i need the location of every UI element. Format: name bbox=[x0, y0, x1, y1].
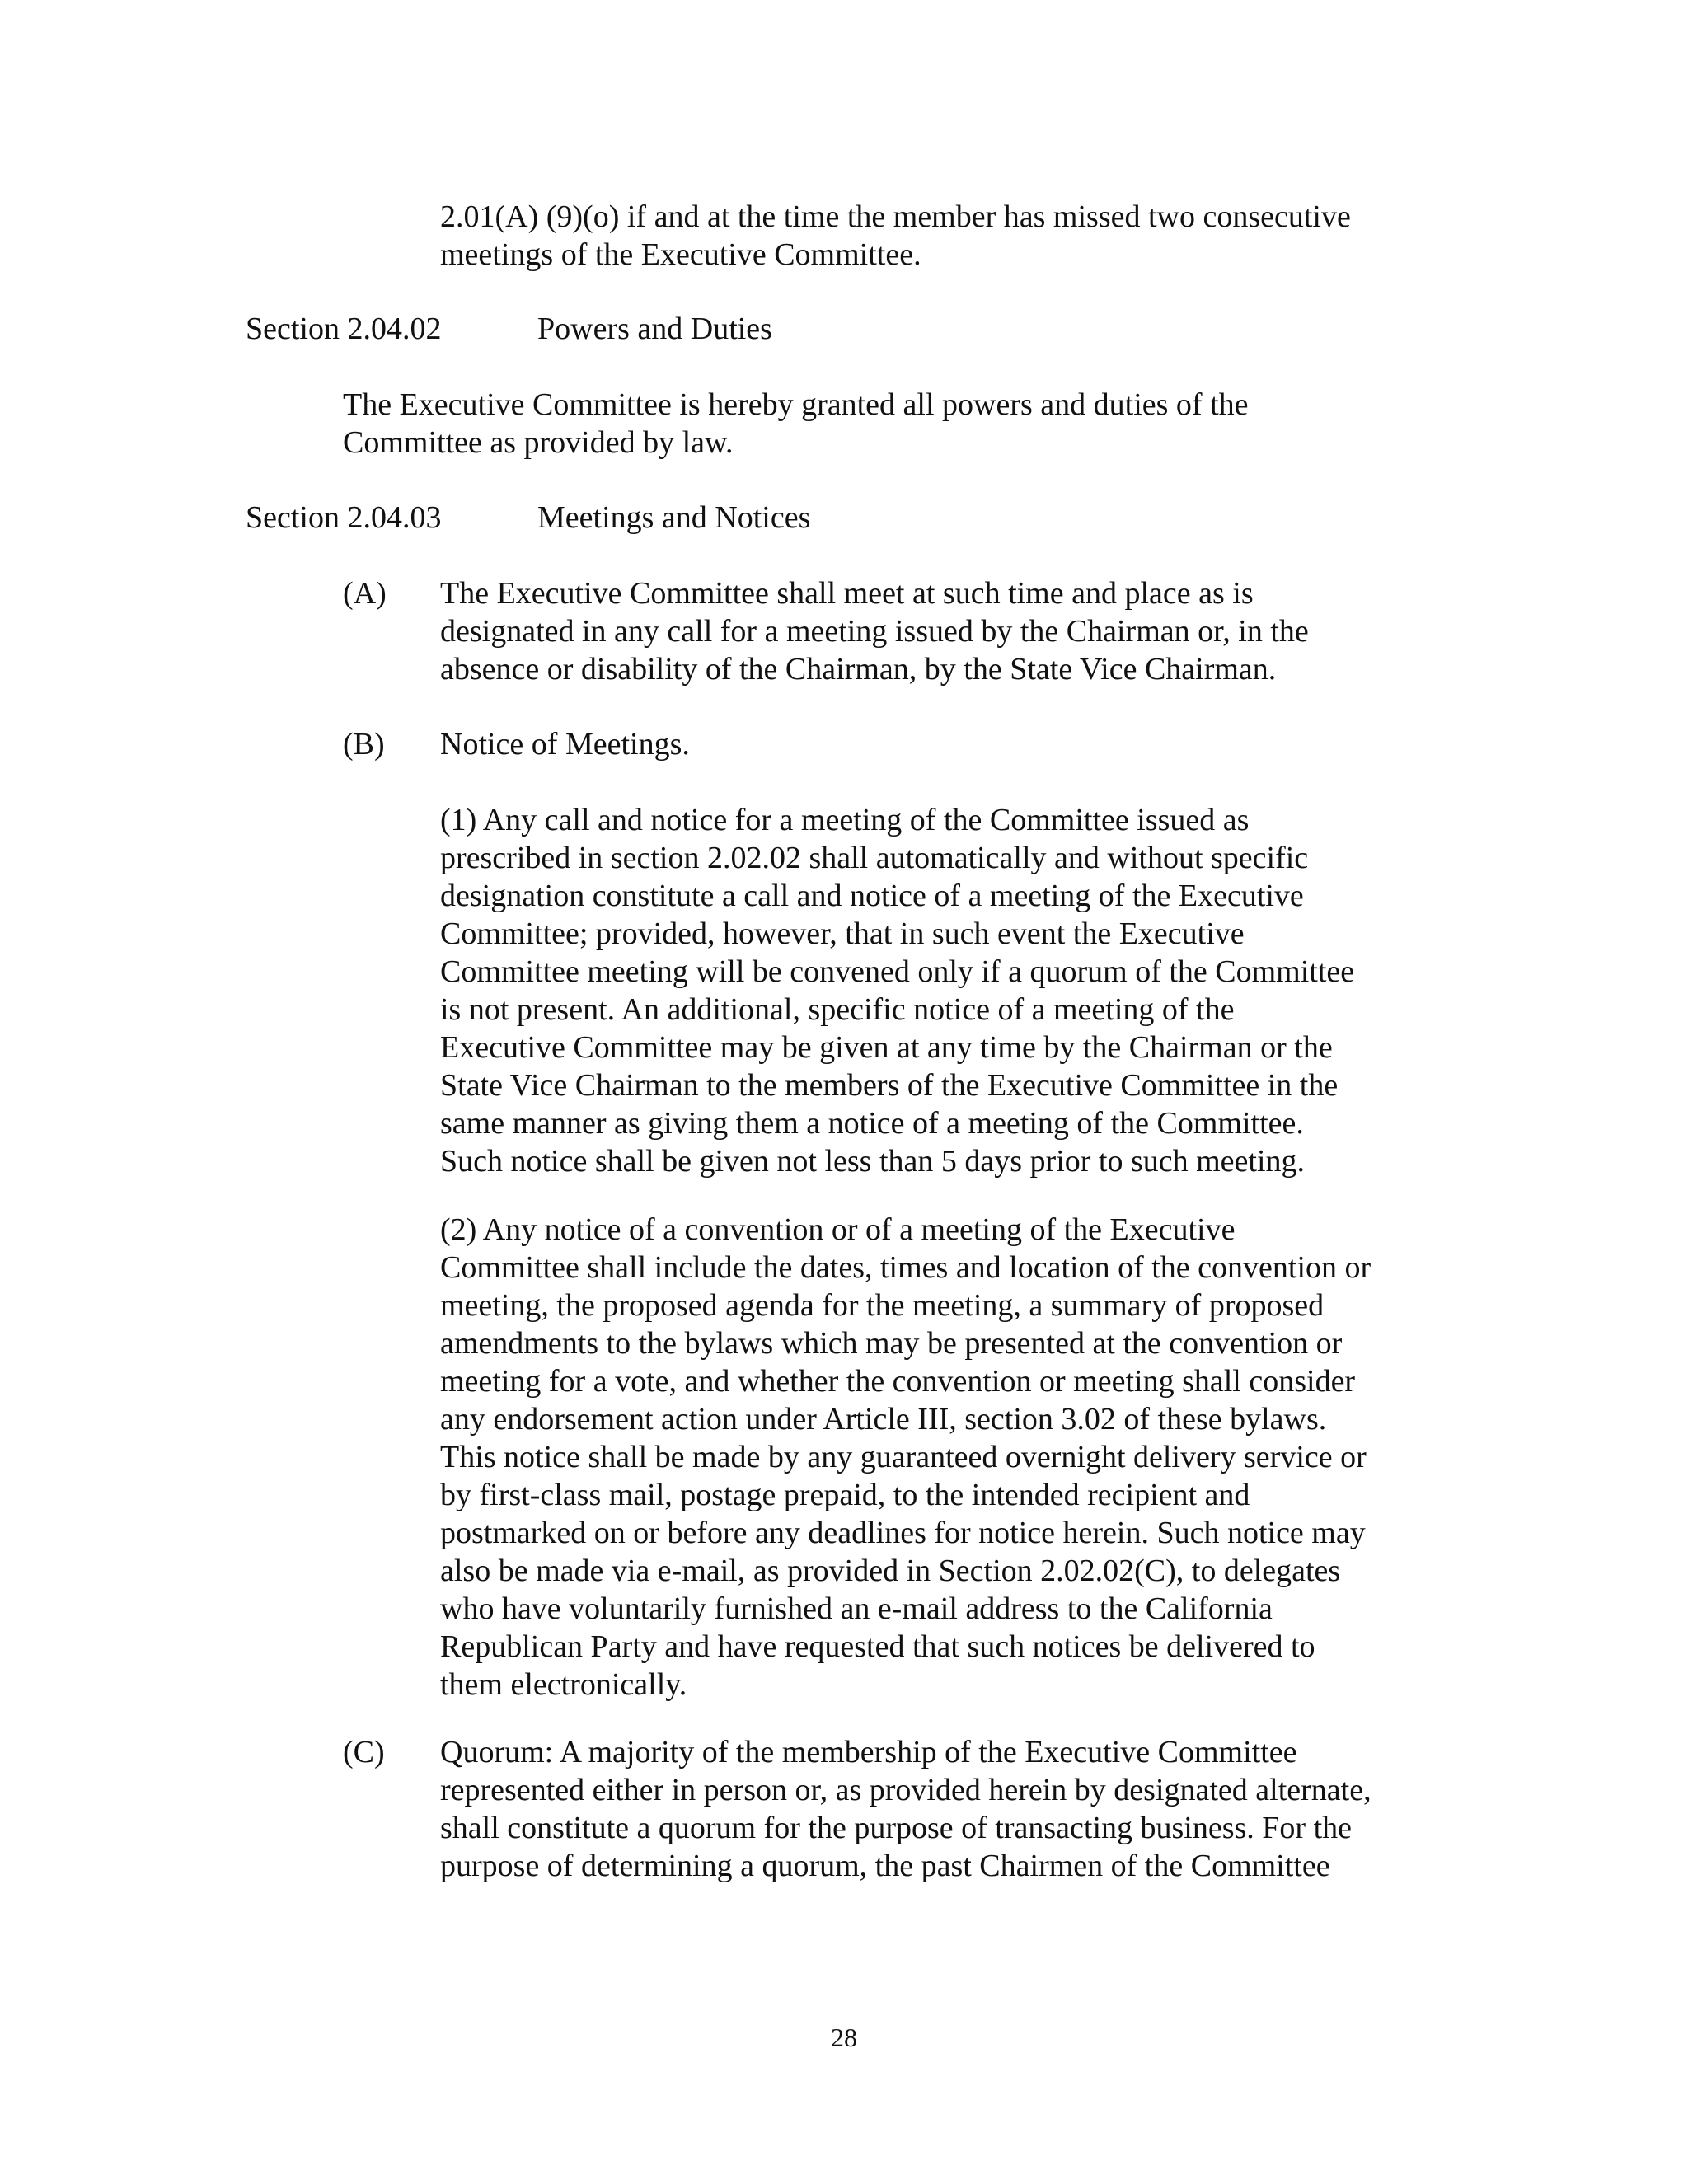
text-line: Committee as provided by law. bbox=[343, 425, 734, 460]
text-line: also be made via e-mail, as provided in Section 2.02.02(C), to delegates bbox=[440, 1554, 1341, 1588]
item-b-heading: Notice of Meetings. bbox=[440, 727, 690, 762]
section-2-04-03-number: Section 2.04.03 bbox=[246, 500, 442, 535]
text-line: represented either in person or, as provided herein by designated alternate, bbox=[440, 1773, 1372, 1807]
text-line: them electronically. bbox=[440, 1667, 687, 1702]
text-line: meetings of the Executive Committee. bbox=[440, 237, 921, 272]
text-line: shall constitute a quorum for the purpose of transacting business. For the bbox=[440, 1811, 1353, 1845]
text-line: designation constitute a call and notice of a meeting of the Executive bbox=[440, 879, 1304, 913]
text-line: who have voluntarily furnished an e-mail address to the California bbox=[440, 1591, 1273, 1626]
section-2-04-02-number: Section 2.04.02 bbox=[246, 312, 442, 346]
text-line: State Vice Chairman to the members of the Executive Committee in the bbox=[440, 1068, 1339, 1103]
text-line: Republican Party and have requested that such notices be delivered to bbox=[440, 1629, 1315, 1664]
text-line: postmarked on or before any deadlines for notice herein. Such notice may bbox=[440, 1516, 1366, 1550]
item-b-label: (B) bbox=[343, 727, 385, 762]
text-line: by first-class mail, postage prepaid, to the intended recipient and bbox=[440, 1478, 1250, 1512]
text-line: The Executive Committee is hereby granted all powers and duties of the bbox=[343, 387, 1249, 422]
text-line: Committee meeting will be convened only if a quorum of the Committee bbox=[440, 954, 1355, 989]
text-line: Committee; provided, however, that in such event the Executive bbox=[440, 916, 1245, 951]
item-b-subparagraph-2 bbox=[440, 1211, 1371, 1704]
text-line: Quorum: A majority of the membership of the Executive Committee bbox=[440, 1735, 1297, 1769]
continuation-paragraph bbox=[440, 198, 1351, 274]
text-line: meeting, the proposed agenda for the meeting, a summary of proposed bbox=[440, 1288, 1325, 1323]
section-2-04-02-title: Powers and Duties bbox=[537, 312, 772, 346]
item-a-paragraph bbox=[440, 574, 1309, 688]
text-line: amendments to the bylaws which may be presented at the convention or bbox=[440, 1326, 1343, 1361]
text-line: is not present. An additional, specific notice of a meeting of the bbox=[440, 992, 1235, 1027]
item-b-subparagraph-1 bbox=[440, 801, 1354, 1180]
text-line: same manner as giving them a notice of a meeting of the Committee. bbox=[440, 1106, 1304, 1141]
section-2-04-02-body bbox=[343, 386, 1249, 462]
page-number: 28 bbox=[831, 2022, 857, 2052]
text-line: Such notice shall be given not less than 5 days prior to such meeting. bbox=[440, 1144, 1306, 1179]
text-line: meeting for a vote, and whether the convention or meeting shall consider bbox=[440, 1364, 1356, 1399]
item-a-label: (A) bbox=[343, 576, 387, 611]
item-c-paragraph bbox=[440, 1733, 1372, 1885]
text-line: (2) Any notice of a convention or of a meeting of the Executive bbox=[440, 1212, 1236, 1247]
text-line: (1) Any call and notice for a meeting of the Committee issued as bbox=[440, 803, 1250, 837]
text-line: absence or disability of the Chairman, by the State Vice Chairman. bbox=[440, 652, 1277, 687]
text-line: prescribed in section 2.02.02 shall automatically and without specific bbox=[440, 841, 1309, 875]
text-line: Executive Committee may be given at any time by the Chairman or the bbox=[440, 1030, 1333, 1065]
section-2-04-03-title: Meetings and Notices bbox=[537, 500, 811, 535]
text-line: Committee shall include the dates, times and location of the convention or bbox=[440, 1250, 1372, 1285]
item-c-label: (C) bbox=[343, 1735, 385, 1769]
text-line: any endorsement action under Article III, section 3.02 of these bylaws. bbox=[440, 1402, 1327, 1436]
text-line: designated in any call for a meeting issued by the Chairman or, in the bbox=[440, 614, 1309, 649]
text-line: This notice shall be made by any guaranteed overnight delivery service or bbox=[440, 1440, 1367, 1474]
text-line: purpose of determining a quorum, the past Chairmen of the Committee bbox=[440, 1849, 1330, 1883]
text-line: The Executive Committee shall meet at such time and place as is bbox=[440, 576, 1254, 611]
text-line: 2.01(A) (9)(o) if and at the time the member has missed two consecutive bbox=[440, 199, 1351, 234]
